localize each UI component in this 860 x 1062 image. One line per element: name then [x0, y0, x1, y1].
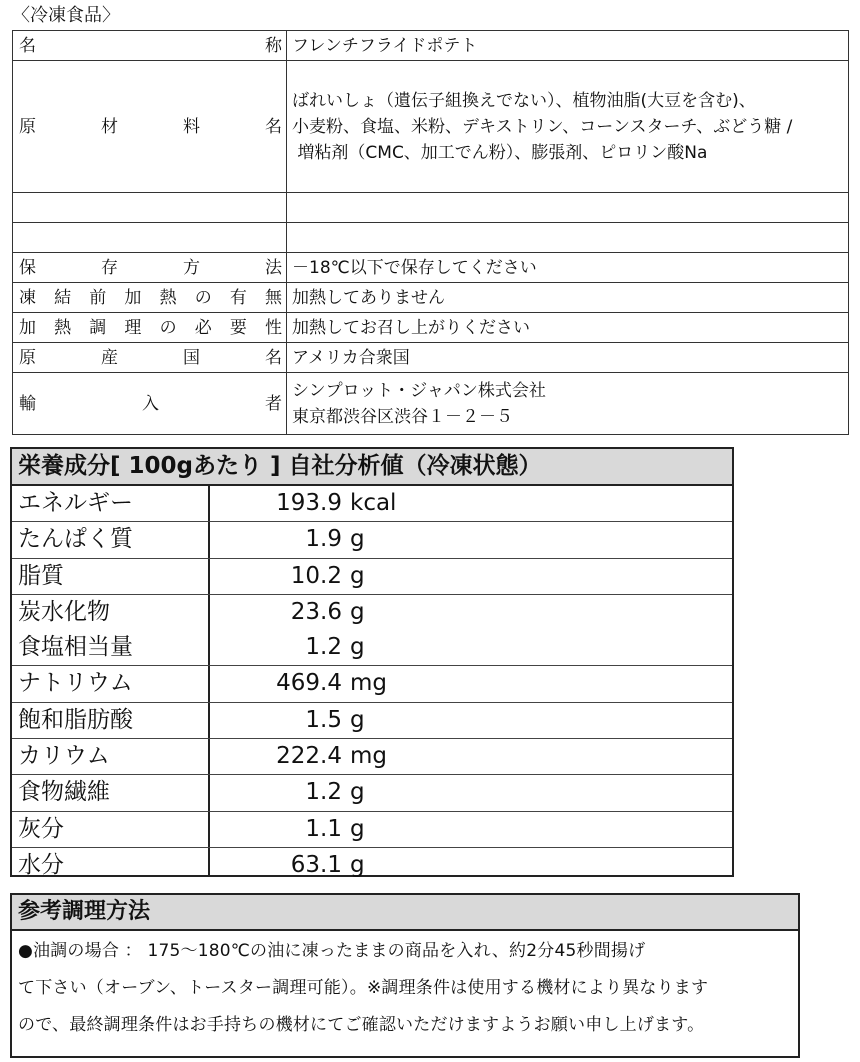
label-char: 方 — [183, 257, 200, 278]
label-char: 無 — [264, 287, 282, 308]
nutrient-unit: g — [350, 526, 365, 553]
value-importer — [287, 373, 849, 435]
label-char: 熱 — [159, 287, 177, 308]
cooking-line: ●油調の場合 ： 175～180℃の油に凍ったままの商品を入れ、約2分45秒間揚げ — [18, 941, 646, 961]
label-char: 理 — [124, 317, 142, 338]
label-char: 必 — [194, 317, 212, 338]
nutrient-value: 1.5 — [305, 706, 342, 733]
label-importer — [13, 373, 287, 435]
nutrient-name: 食塩相当量 — [18, 634, 133, 661]
label-char: 料 — [183, 116, 200, 137]
nutrient-value: 1.9 — [305, 526, 342, 553]
nutrition-rows — [12, 486, 732, 883]
nutrient-unit: g — [350, 598, 365, 625]
value-cooking-need: 加熱してお召し上がりください — [287, 313, 849, 343]
label-product-name — [13, 31, 287, 61]
label-char: 名 — [19, 35, 36, 56]
nutrition-row — [12, 738, 732, 774]
row-importer — [13, 373, 849, 435]
row-ingredients — [13, 61, 849, 193]
nutrient-value: 193.9 — [276, 490, 342, 516]
label-char: の — [159, 317, 177, 338]
ingredients-line: 増粘剤（CMC、加工でん粉）、膨張剤、ピロリン酸Na — [292, 142, 708, 163]
label-char: 加 — [124, 287, 142, 308]
nutrition-row — [12, 558, 732, 594]
label-cooking-need — [13, 313, 287, 343]
nutrition-row — [12, 630, 732, 665]
nutrient-name: 水分 — [18, 851, 64, 878]
label-storage — [13, 253, 287, 283]
nutrient-name: 食物繊維 — [18, 779, 110, 806]
nutrient-name: 灰分 — [18, 815, 64, 842]
nutrient-unit: g — [350, 815, 365, 842]
nutrient-name: 飽和脂肪酸 — [18, 706, 133, 733]
nutrient-value: 1.2 — [305, 779, 342, 806]
nutrient-unit: g — [350, 779, 365, 806]
nutrient-unit: mg — [350, 670, 388, 697]
cooking-instructions — [12, 931, 798, 1044]
value-preheat: 加熱してありません — [287, 283, 849, 313]
label-char: 原 — [19, 116, 36, 137]
nutrient-value: 23.6 — [290, 598, 342, 625]
label-char: 名 — [265, 347, 282, 368]
nutrient-value: 1.1 — [305, 815, 342, 842]
nutrient-name: 炭水化物 — [18, 598, 110, 625]
value-product-name: フレンチフライドポテト — [287, 31, 849, 61]
label-char: 性 — [264, 317, 282, 338]
nutrient-unit: g — [350, 706, 365, 733]
label-char: 国 — [183, 347, 200, 368]
label-char: 者 — [265, 393, 282, 414]
label-char: 有 — [229, 287, 247, 308]
row-storage — [13, 253, 849, 283]
ingredients-line: ばれいしょ（遺伝子組換えでない）、植物油脂(大豆を含む)、 — [292, 90, 756, 111]
label-char: 保 — [19, 257, 36, 278]
label-char: 法 — [265, 257, 282, 278]
nutrient-value: 63.1 — [290, 851, 342, 878]
label-char: 名 — [265, 116, 282, 137]
label-char: 結 — [54, 287, 72, 308]
importer-address: 東京都渋谷区渋谷１－２－５ — [292, 406, 513, 427]
row-preheat — [13, 283, 849, 313]
nutrient-name: ナトリウム — [18, 670, 133, 697]
cooking-line: ので、最終調理条件はお手持ちの機材にてご確認いただけますようお願い申し上げます。 — [18, 1015, 705, 1035]
importer-company: シンプロット・ジャパン株式会社 — [292, 380, 546, 401]
cooking-line: て下さい（オーブン、トースター調理可能）。※調理条件は使用する機材により異なります — [18, 978, 709, 998]
nutrient-name: たんぱく質 — [18, 526, 133, 553]
nutrient-unit: g — [350, 634, 365, 661]
product-category: 〈冷凍食品〉 — [12, 5, 120, 26]
nutrient-unit: kcal — [350, 490, 397, 516]
nutrient-name: 脂質 — [18, 562, 64, 589]
row-product-name — [13, 31, 849, 61]
nutrition-row — [12, 702, 732, 738]
label-char: 輸 — [19, 393, 36, 414]
label-char: 入 — [142, 393, 159, 414]
value-origin: アメリカ合衆国 — [287, 343, 849, 373]
row-blank-2 — [13, 223, 849, 253]
nutrient-unit: g — [350, 562, 365, 589]
nutrition-row — [12, 847, 732, 883]
nutrient-name: エネルギー — [18, 490, 133, 516]
label-char: 要 — [229, 317, 247, 338]
label-char: 称 — [265, 35, 282, 56]
nutrient-name: カリウム — [18, 743, 110, 770]
nutrient-value: 469.4 — [276, 670, 342, 697]
label-ingredients — [13, 61, 287, 193]
label-preheat — [13, 283, 287, 313]
label-char: の — [194, 287, 212, 308]
nutrient-unit: mg — [350, 743, 388, 770]
cooking-title: 参考調理方法 — [12, 895, 798, 931]
value-storage: －18℃以下で保存してください — [287, 253, 849, 283]
nutrient-unit: g — [350, 851, 365, 878]
label-char: 前 — [89, 287, 107, 308]
nutrient-value: 1.2 — [305, 634, 342, 661]
row-origin — [13, 343, 849, 373]
nutrition-row — [12, 521, 732, 557]
product-info-table — [12, 30, 849, 435]
nutrition-title: 栄養成分[ 100gあたり ] 自社分析値（冷凍状態） — [12, 449, 732, 486]
label-char: 存 — [101, 257, 118, 278]
nutrition-row — [12, 774, 732, 810]
row-blank-1 — [13, 193, 849, 223]
nutrition-row — [12, 811, 732, 847]
ingredients-line: 小麦粉、食塩、米粉、デキストリン、コーンスターチ、ぶどう糖 / — [292, 116, 793, 137]
nutrient-value: 222.4 — [276, 743, 342, 770]
nutrient-value: 10.2 — [290, 562, 342, 589]
nutrition-row — [12, 665, 732, 701]
label-char: 凍 — [19, 287, 36, 308]
label-char: 産 — [101, 347, 118, 368]
nutrition-row — [12, 594, 732, 630]
nutrition-row — [12, 486, 732, 521]
label-char: 原 — [19, 347, 36, 368]
label-char: 加 — [19, 317, 36, 338]
nutrition-facts-box — [10, 447, 734, 877]
label-origin — [13, 343, 287, 373]
row-cooking-need — [13, 313, 849, 343]
value-ingredients — [287, 61, 849, 193]
label-char: 熱 — [54, 317, 72, 338]
cooking-method-box — [10, 893, 800, 1058]
label-char: 調 — [89, 317, 107, 338]
label-char: 材 — [101, 116, 118, 137]
